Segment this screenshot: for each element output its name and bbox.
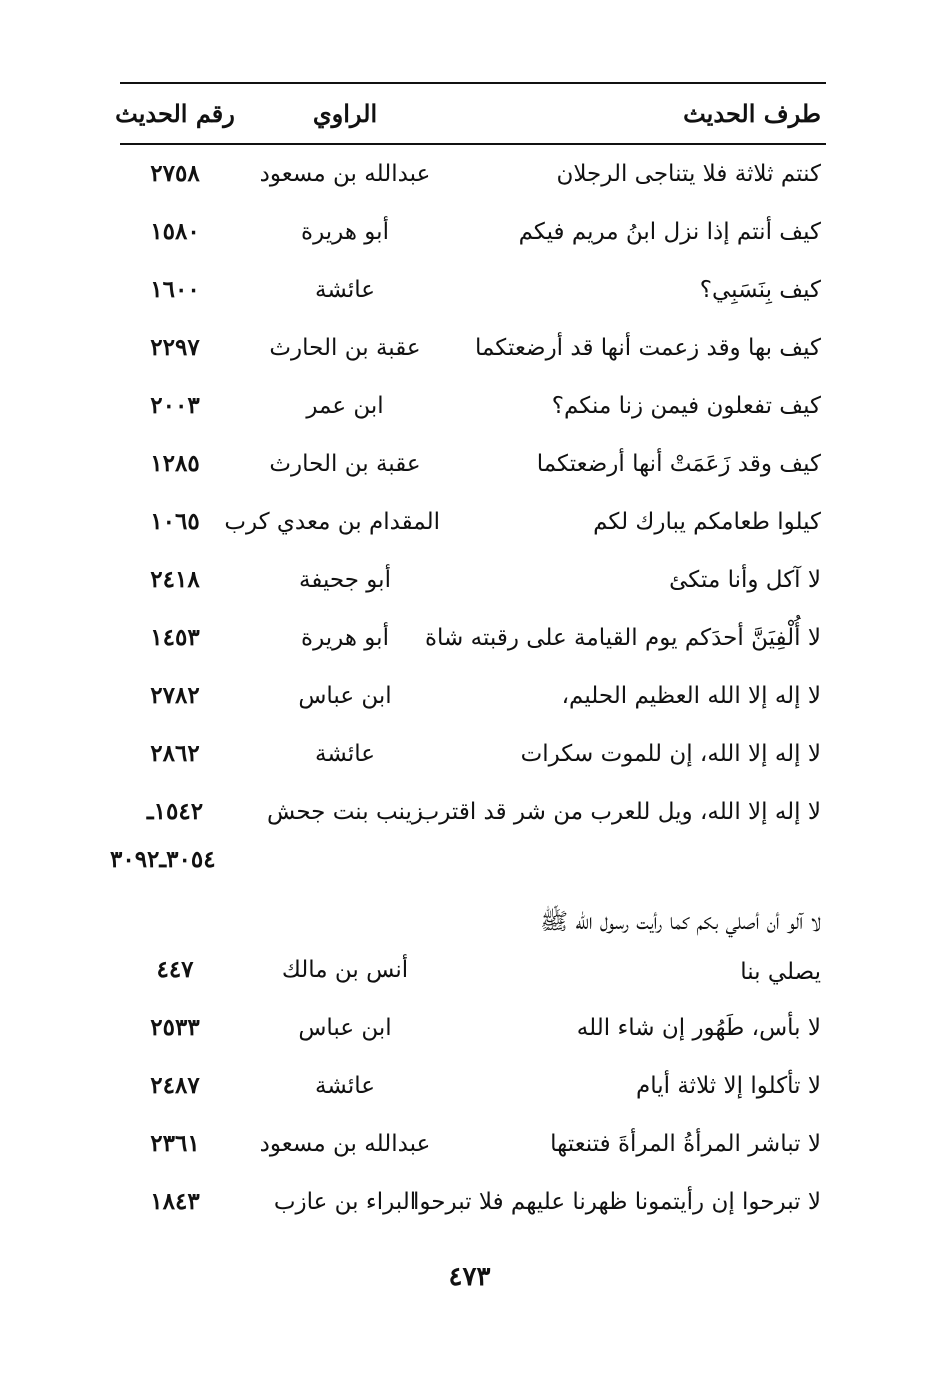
hadith-text: لا بأس، طَهُور إن شاء الله: [576, 1015, 821, 1041]
hadith-number: ١٤٥٣: [150, 624, 200, 651]
top-rule: [120, 82, 826, 84]
hadith-text: لا إله إلا الله العظيم الحليم،: [561, 683, 821, 709]
hadith-text: لا تبرحوا إن رأيتمونا ظهرنا عليهم فلا تبرحوا: [413, 1189, 821, 1215]
hadith-narrator: أبو جحيفة: [299, 567, 391, 593]
hadith-number: ١٢٨٥: [150, 450, 200, 477]
hadith-number: ٢٧٥٨: [150, 160, 200, 187]
page-number: ٤٧٣: [448, 1262, 491, 1292]
hadith-text: لا إله إلا الله، ويل للعرب من شر قد اقترب: [417, 799, 821, 825]
hadith-number: ١٥٤٢ـ: [146, 798, 204, 825]
hadith-number: ١٥٨٠: [150, 218, 200, 245]
hadith-text: كيف تفعلون فيمن زنا منكم؟: [551, 393, 821, 419]
header-rule: [120, 143, 826, 145]
hadith-number: ٢٠٠٣: [150, 392, 200, 419]
hadith-text: كيف أنتم إذا نزل ابنُ مريم فيكم: [518, 219, 821, 245]
hadith-narrator: عائشة: [315, 741, 375, 767]
hadith-number: ٢٨٦٢: [150, 740, 200, 767]
hadith-narrator: البراء بن عازب: [273, 1189, 417, 1215]
hadith-narrator: ابن عمر: [306, 393, 384, 419]
hadith-number: ١٦٠٠: [150, 276, 200, 303]
hadith-text: لا آكل وأنا متكئ: [669, 567, 821, 593]
hadith-narrator: أبو هريرة: [301, 625, 389, 651]
hadith-narrator: ابن عباس: [298, 683, 392, 709]
hadith-text: لا أُلْفِيَنَّ أحدَكم يوم القيامة على رقبته شاة: [424, 625, 821, 651]
hadith-text: كيف وقد زَعَمَتْ أنها أرضعتكما: [536, 451, 821, 477]
hadith-text: لا تأكلوا إلا ثلاثة أيام: [635, 1073, 821, 1099]
hadith-text: لا تباشر المرأةُ المرأةَ فتنعتها: [550, 1131, 821, 1157]
hadith-text-line2: يصلي بنا: [740, 959, 821, 985]
hadith-number: ٤٤٧: [156, 956, 194, 983]
hadith-narrator: عبدالله بن مسعود: [259, 161, 431, 187]
hadith-number: ٢٣٦١: [150, 1130, 200, 1157]
hadith-narrator: عقبة بن الحارث: [269, 335, 421, 361]
hadith-narrator: ابن عباس: [298, 1015, 392, 1041]
hadith-number: ١٠٦٥: [150, 508, 200, 535]
hadith-text: كيف بها وقد زعمت أنها قد أرضعتكما: [475, 335, 821, 361]
hadith-text: كيف بِنَسَبِي؟: [699, 277, 821, 303]
hadith-number-continuation: ٣٠٥٤ـ٣٠٩٢: [110, 846, 216, 873]
header-narrator-column: الراوي: [312, 99, 378, 128]
hadith-text: كنتم ثلاثة فلا يتناجى الرجلان: [556, 161, 821, 187]
hadith-number: ٢٧٨٢: [150, 682, 200, 709]
hadith-narrator: المقدام بن معدي كرب: [224, 509, 440, 535]
hadith-number: ٢٢٩٧: [150, 334, 200, 361]
hadith-narrator: عبدالله بن مسعود: [259, 1131, 431, 1157]
hadith-number: ٢٥٣٣: [150, 1014, 200, 1041]
hadith-narrator: أبو هريرة: [301, 219, 389, 245]
hadith-narrator: عائشة: [315, 1073, 375, 1099]
hadith-text-line1: لا آلو أن أصلي بكم كما رأيت رسول الله ﷺ: [540, 909, 821, 935]
hadith-narrator: عقبة بن الحارث: [269, 451, 421, 477]
header-number-column: رقم الحديث: [115, 99, 235, 128]
hadith-number: ٢٤٨٧: [150, 1072, 200, 1099]
hadith-text: كيلوا طعامكم يبارك لكم: [593, 509, 821, 535]
hadith-narrator: عائشة: [315, 277, 375, 303]
header-text-column: طرف الحديث: [683, 99, 821, 128]
hadith-narrator: زينب بنت جحش: [267, 799, 423, 825]
hadith-text: لا إله إلا الله، إن للموت سكرات: [520, 741, 821, 767]
hadith-number: ٢٤١٨: [150, 566, 200, 593]
hadith-number: ١٨٤٣: [150, 1188, 200, 1215]
hadith-narrator: أنس بن مالك: [281, 957, 409, 983]
